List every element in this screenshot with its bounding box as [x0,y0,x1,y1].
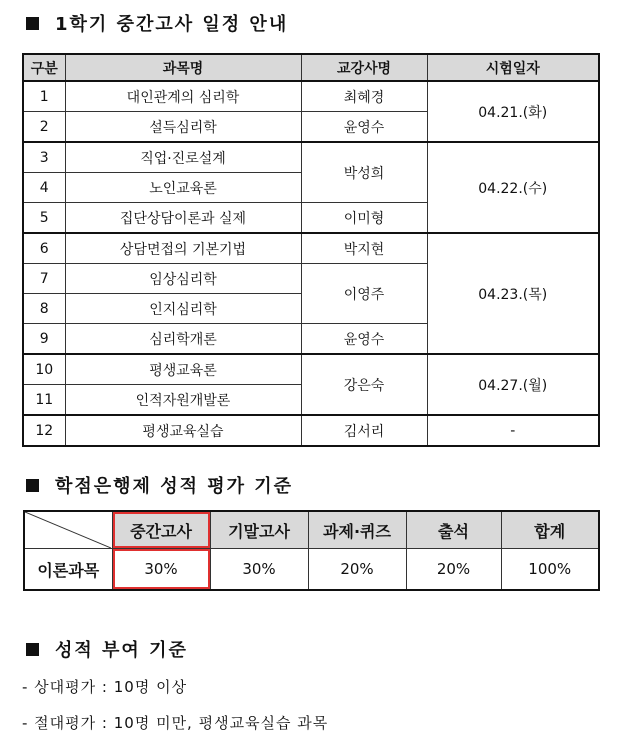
row-date: 04.22.(수) [427,142,599,233]
row-no: 11 [23,385,65,416]
table-row [23,233,599,264]
table-row [23,354,599,385]
row-date: 04.23.(목) [427,233,599,354]
exam-schedule-table [22,53,600,447]
row-subject: 평생교육론 [65,354,301,385]
value-total: 100% [501,549,599,591]
table-row [23,142,599,173]
header-midterm: 중간고사 [112,511,210,549]
award-heading [26,636,188,662]
row-subject: 임상심리학 [65,264,301,294]
row-date: 04.27.(월) [427,354,599,415]
value-final: 30% [210,549,308,591]
grading-title: 학점은행제 성적 평가 기준 [55,476,294,497]
row-no: 3 [23,142,65,173]
row-instructor: 강은숙 [301,354,427,415]
row-subject: 인지심리학 [65,294,301,324]
header-instructor: 교강사명 [301,54,427,81]
row-no: 8 [23,294,65,324]
grading-heading [26,472,293,498]
header-assignment: 과제·퀴즈 [308,511,406,549]
schedule-heading [26,10,288,36]
square-bullet-icon [26,479,39,492]
row-date: - [427,415,599,446]
row-no: 10 [23,354,65,385]
award-item-relative: - 상대평가 : 10명 이상 [22,678,188,696]
value-attendance: 20% [406,549,501,591]
row-subject: 상담면접의 기본기법 [65,233,301,264]
row-subject: 설득심리학 [65,112,301,143]
grading-table [23,510,600,591]
row-subject: 노인교육론 [65,173,301,203]
row-instructor: 최혜경 [301,81,427,112]
value-assignment: 20% [308,549,406,591]
row-subject: 평생교육실습 [65,415,301,446]
row-instructor: 이영주 [301,264,427,324]
row-instructor: 윤영수 [301,324,427,355]
row-instructor: 윤영수 [301,112,427,143]
row-subject: 집단상담이론과 실제 [65,203,301,234]
table-row [23,415,599,446]
row-subject: 대인관계의 심리학 [65,81,301,112]
award-title: 성적 부여 기준 [55,640,188,661]
value-midterm: 30% [112,549,210,591]
row-instructor: 박성희 [301,142,427,203]
table-header-row [23,54,599,81]
header-attendance: 출석 [406,511,501,549]
row-no: 6 [23,233,65,264]
row-subject: 인적자원개발론 [65,385,301,416]
row-instructor: 김서리 [301,415,427,446]
square-bullet-icon [26,17,39,30]
header-total: 합계 [501,511,599,549]
award-item-absolute: - 절대평가 : 10명 미만, 평생교육실습 과목 [22,714,329,732]
schedule-title: 1학기 중간고사 일정 안내 [55,14,289,35]
row-date: 04.21.(화) [427,81,599,142]
table-row [24,549,599,591]
header-final: 기말고사 [210,511,308,549]
row-subject: 심리학개론 [65,324,301,355]
row-no: 2 [23,112,65,143]
row-no: 1 [23,81,65,112]
row-instructor: 이미형 [301,203,427,234]
row-no: 7 [23,264,65,294]
row-label: 이론과목 [24,549,112,591]
square-bullet-icon [26,643,39,656]
row-no: 9 [23,324,65,355]
grading-header-row [24,511,599,549]
row-no: 5 [23,203,65,234]
table-row [23,81,599,112]
row-no: 12 [23,415,65,446]
diagonal-corner-cell [24,511,112,549]
diagonal-line-icon [25,512,111,548]
header-subject: 과목명 [65,54,301,81]
row-subject: 직업·진로설계 [65,142,301,173]
header-no: 구분 [23,54,65,81]
row-no: 4 [23,173,65,203]
row-instructor: 박지현 [301,233,427,264]
header-date: 시험일자 [427,54,599,81]
